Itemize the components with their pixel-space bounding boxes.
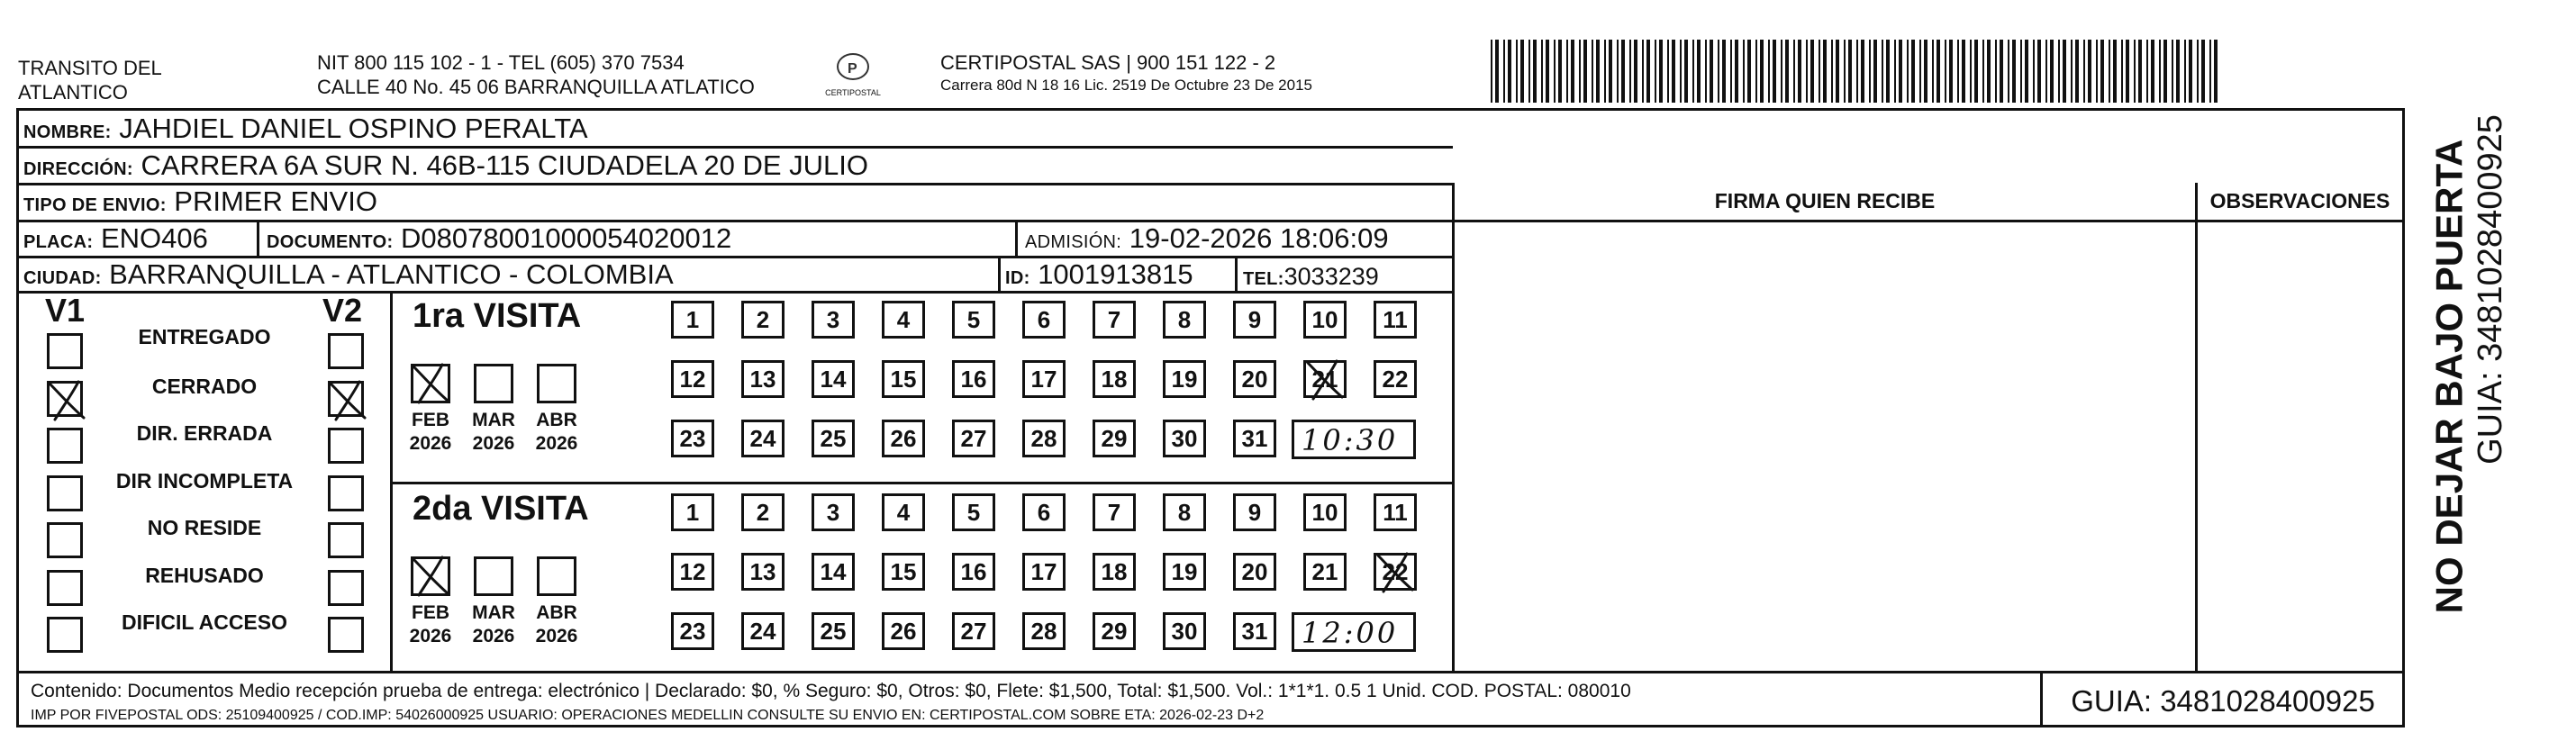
status-label: DIR. ERRADA [136, 421, 273, 445]
month-checkbox[interactable] [474, 556, 513, 596]
courier-info [940, 50, 1312, 96]
barcode-bar [2075, 40, 2079, 103]
ciudad-value: BARRANQUILLA - ATLANTICO - COLOMBIA [109, 258, 674, 290]
nombre-label: NOMBRE: [23, 122, 112, 142]
tel-label: TEL: [1243, 269, 1284, 289]
day-box-2[interactable]: 2 [741, 493, 785, 531]
nombre-field [23, 113, 588, 148]
barcode-bar [1558, 40, 1562, 103]
admision-sep [1015, 220, 1018, 258]
barcode-bar [1899, 40, 1902, 103]
barcode-bar [1672, 40, 1675, 103]
visit-separator [392, 482, 1453, 484]
month-name: FEB [412, 410, 449, 430]
day-box-28[interactable]: 28 [1022, 612, 1066, 650]
barcode-bar [2176, 40, 2180, 103]
day-box-17[interactable]: 17 [1022, 553, 1066, 591]
frame-right [2402, 108, 2405, 727]
day-box-28[interactable]: 28 [1022, 420, 1066, 457]
day-box-27[interactable]: 27 [952, 420, 995, 457]
month-name: MAR [472, 410, 515, 430]
day-box-13[interactable]: 13 [741, 360, 785, 398]
day-box-21[interactable]: 21 [1303, 360, 1347, 398]
courier-license: Carrera 80d N 18 16 Lic. 2519 De Octubre 23 De 2015 [940, 77, 1312, 94]
status-label: NO RESIDE [147, 516, 262, 539]
day-box-6[interactable]: 6 [1022, 301, 1066, 339]
barcode-bar [1609, 40, 1612, 103]
barcode-bar [2134, 40, 2136, 103]
day-box-31[interactable]: 31 [1233, 420, 1276, 457]
barcode-bar [1667, 40, 1669, 103]
barcode-bar [1629, 40, 1631, 103]
barcode-bar [1861, 40, 1864, 103]
barcode-bar [2159, 40, 2161, 103]
hour-handwritten: 12:00 [1302, 616, 1399, 650]
month-label [467, 409, 521, 456]
barcode-bar [1634, 40, 1637, 103]
footer-guia: GUIA: 3481028400925 [2071, 684, 2375, 718]
visit-title: 1ra VISITA [413, 297, 582, 335]
barcode-bar [1659, 40, 1663, 103]
v2-checkbox[interactable] [328, 333, 364, 369]
barcode-bar [1886, 40, 1890, 103]
barcode-bar [1592, 40, 1593, 103]
footer-contenido: Contenido: Documentos Medio recepción prueba de entrega: electrónico | Declarado: $0, % Seguro: $0, Otros: $0, Flete: $1,500, Total: $1,500. Vol.: 1*1*1. 0.5 1 Unid. COD. POSTAL: 080010 [31, 681, 1631, 701]
barcode-bar [1856, 40, 1858, 103]
day-box-11[interactable]: 11 [1374, 493, 1417, 531]
barcode-bar [1894, 40, 1896, 103]
barcode-bar [1491, 40, 1492, 103]
day-box-13[interactable]: 13 [741, 553, 785, 591]
logo-caption: CERTIPOSTAL [825, 88, 881, 97]
barcode-bar [1705, 40, 1707, 103]
barcode-bar [1735, 40, 1738, 103]
direccion-field [23, 150, 868, 185]
day-box-4[interactable]: 4 [882, 493, 925, 531]
barcode-bar [1642, 40, 1644, 103]
v1-checkbox[interactable] [47, 475, 83, 511]
barcode-bar [1718, 40, 1719, 103]
day-box-30[interactable]: 30 [1163, 420, 1206, 457]
sender-name [18, 56, 162, 104]
month-year: 2026 [409, 626, 452, 646]
barcode-bar [2100, 40, 2104, 103]
barcode-bar [2201, 40, 2205, 103]
barcode-bar [1680, 40, 1682, 103]
barcode-bar [1982, 40, 1984, 103]
barcode-bar [1697, 40, 1701, 103]
side-labels [2412, 114, 2509, 644]
month-check-mark [406, 357, 457, 408]
day-box-29[interactable]: 29 [1093, 612, 1136, 650]
v2-checkbox[interactable] [328, 428, 364, 464]
barcode-bar [1798, 40, 1801, 103]
barcode-bar [1571, 40, 1574, 103]
courier-name: CERTIPOSTAL SAS | 900 151 122 - 2 [940, 51, 1276, 74]
day-box-1[interactable]: 1 [671, 493, 714, 531]
barcode-bar [1533, 40, 1537, 103]
barcode-bar [2063, 40, 2066, 103]
month-name: FEB [412, 602, 449, 623]
month-year: 2026 [472, 433, 515, 454]
day-check-mark [1301, 354, 1351, 404]
hour-box[interactable] [1292, 612, 1416, 652]
barcode-bar [1579, 40, 1581, 103]
barcode-bar [2146, 40, 2148, 103]
barcode-bar [2012, 40, 2016, 103]
frame-bottom [16, 725, 2405, 727]
day-box-26[interactable]: 26 [882, 420, 925, 457]
barcode-bar [2045, 40, 2047, 103]
barcode-bar [2109, 40, 2110, 103]
barcode-bar [1546, 40, 1549, 103]
day-box-31[interactable]: 31 [1233, 612, 1276, 650]
day-box-14[interactable]: 14 [812, 360, 855, 398]
barcode-bar [1730, 40, 1732, 103]
day-box-19[interactable]: 19 [1163, 553, 1206, 591]
visit-title: 2da VISITA [413, 490, 589, 528]
firma-header: FIRMA QUIEN RECIBE [1714, 189, 1936, 212]
no-dejar-bajo-puerta: NO DEJAR BAJO PUERTA [2427, 139, 2471, 614]
tipo-envio-label: TIPO DE ENVIO: [23, 195, 167, 215]
day-box-22[interactable]: 22 [1374, 360, 1417, 398]
status-panel-sep [390, 291, 393, 673]
barcode-bar [2209, 40, 2211, 103]
month-label [404, 409, 458, 456]
barcode-bar [1962, 40, 1965, 103]
ciudad-label: CIUDAD: [23, 268, 102, 288]
barcode-bar [1937, 40, 1940, 103]
day-box-27[interactable]: 27 [952, 612, 995, 650]
barcode-bar [2172, 40, 2173, 103]
tipo-envio-value: PRIMER ENVIO [174, 185, 377, 217]
barcode-bar [1528, 40, 1530, 103]
day-box-3[interactable]: 3 [812, 301, 855, 339]
observaciones-header: OBSERVACIONES [2209, 189, 2390, 212]
month-name: ABR [536, 602, 577, 623]
barcode-bar [1596, 40, 1600, 103]
day-box-18[interactable]: 18 [1093, 360, 1136, 398]
documento-label: DOCUMENTO: [267, 232, 394, 252]
barcode-bar [1710, 40, 1713, 103]
barcode-bar [1541, 40, 1543, 103]
day-box-25[interactable]: 25 [812, 420, 855, 457]
id-value: 1001913815 [1038, 258, 1193, 290]
barcode-bar [1974, 40, 1978, 103]
barcode-bar [1836, 40, 1839, 103]
v1-checkbox[interactable] [47, 570, 83, 606]
barcode-bar [2020, 40, 2022, 103]
barcode-bar [2083, 40, 2085, 103]
barcode-bar [1566, 40, 1568, 103]
barcode-bar [1554, 40, 1556, 103]
col-sep-firma [1452, 183, 1455, 673]
barcode-bar [1806, 40, 1808, 103]
barcode-bar [1957, 40, 1959, 103]
month-year: 2026 [535, 433, 578, 454]
barcode-bar [1970, 40, 1972, 103]
barcode-bar [1844, 40, 1846, 103]
day-box-20[interactable]: 20 [1233, 553, 1276, 591]
hour-box[interactable] [1292, 420, 1416, 459]
barcode-bar [1495, 40, 1499, 103]
barcode-bar [1819, 40, 1820, 103]
v1-checkbox[interactable] [47, 617, 83, 653]
barcode-bar [2058, 40, 2060, 103]
barcode-bar [1987, 40, 1991, 103]
tel-sep [1235, 256, 1238, 294]
placa-label: PLACA: [23, 232, 94, 252]
placa-field [23, 223, 208, 258]
barcode-bar [2151, 40, 2154, 103]
hour-handwritten: 10:30 [1302, 423, 1399, 457]
day-box-14[interactable]: 14 [812, 553, 855, 591]
barcode-bar [2037, 40, 2041, 103]
id-label: ID: [1005, 268, 1030, 288]
v2-label: V2 [322, 292, 363, 329]
v1-checkbox[interactable] [47, 428, 83, 464]
barcode-bar [1692, 40, 1694, 103]
barcode-bar [1621, 40, 1625, 103]
svg-text:P: P [848, 61, 857, 77]
day-box-3[interactable]: 3 [812, 493, 855, 531]
status-label: CERRADO [151, 374, 258, 398]
barcode-bar [2071, 40, 2073, 103]
day-box-1[interactable]: 1 [671, 301, 714, 339]
day-box-23[interactable]: 23 [671, 612, 714, 650]
frame-left [16, 108, 19, 727]
day-box-9[interactable]: 9 [1233, 493, 1276, 531]
month-label [530, 409, 584, 456]
barcode-bar [2050, 40, 2054, 103]
barcode-bar [1793, 40, 1795, 103]
day-box-23[interactable]: 23 [671, 420, 714, 457]
documento-field [267, 223, 731, 258]
day-box-10[interactable]: 10 [1303, 301, 1347, 339]
day-box-8[interactable]: 8 [1163, 301, 1206, 339]
month-checkbox[interactable] [411, 364, 450, 403]
barcode-bar [2008, 40, 2009, 103]
day-box-17[interactable]: 17 [1022, 360, 1066, 398]
day-box-20[interactable]: 20 [1233, 360, 1276, 398]
day-box-9[interactable]: 9 [1233, 301, 1276, 339]
documento-value: D08078001000054020012 [401, 222, 732, 254]
day-box-15[interactable]: 15 [882, 360, 925, 398]
barcode-bar [1768, 40, 1770, 103]
day-box-12[interactable]: 12 [671, 360, 714, 398]
v2-check-mark [323, 375, 374, 425]
barcode-bar [1911, 40, 1915, 103]
v1-label: V1 [45, 292, 86, 329]
barcode-bar [1503, 40, 1505, 103]
admision-field [1025, 223, 1389, 258]
barcode-bar [1924, 40, 1927, 103]
day-box-7[interactable]: 7 [1093, 493, 1136, 531]
barcode-bar [2126, 40, 2129, 103]
day-box-8[interactable]: 8 [1163, 493, 1206, 531]
day-box-7[interactable]: 7 [1093, 301, 1136, 339]
month-label [404, 601, 458, 648]
day-box-5[interactable]: 5 [952, 493, 995, 531]
barcode-bar [1520, 40, 1524, 103]
barcode-bar [2197, 40, 2199, 103]
barcode-bar [1882, 40, 1883, 103]
nombre-value: JAHDIEL DANIEL OSPINO PERALTA [119, 113, 588, 144]
frame-middle-bottom [16, 671, 2405, 673]
id-sep [998, 256, 1001, 294]
admision-label: ADMISIÓN: [1025, 232, 1122, 252]
day-box-4[interactable]: 4 [882, 301, 925, 339]
v2-checkbox[interactable] [328, 570, 364, 606]
barcode-bar [1773, 40, 1776, 103]
sender-name-line1: TRANSITO DEL [18, 57, 162, 79]
month-checkbox[interactable] [537, 364, 576, 403]
day-box-29[interactable]: 29 [1093, 420, 1136, 457]
v1-checkbox[interactable] [47, 333, 83, 369]
v2-checkbox[interactable] [328, 381, 364, 417]
day-box-26[interactable]: 26 [882, 612, 925, 650]
admision-value: 19-02-2026 18:06:09 [1129, 222, 1389, 254]
barcode-bar [1932, 40, 1934, 103]
barcode-bar [1848, 40, 1852, 103]
frame-top [16, 108, 2405, 111]
sender-name-line2: ATLANTICO [18, 81, 128, 104]
barcode-bar [1995, 40, 1997, 103]
certipostal-logo [821, 50, 884, 104]
barcode-bar [1583, 40, 1587, 103]
month-year: 2026 [535, 626, 578, 646]
day-box-6[interactable]: 6 [1022, 493, 1066, 531]
barcode-bar [1785, 40, 1789, 103]
barcode-bar [2000, 40, 2003, 103]
v2-checkbox[interactable] [328, 475, 364, 511]
barcode-bar [1831, 40, 1833, 103]
month-label [530, 601, 584, 648]
barcode-bar [1810, 40, 1814, 103]
barcode-bar [1743, 40, 1745, 103]
barcode-bar [1945, 40, 1946, 103]
v1-checkbox[interactable] [47, 381, 83, 417]
day-box-25[interactable]: 25 [812, 612, 855, 650]
barcode-bar [1655, 40, 1656, 103]
ciudad-field [23, 259, 674, 294]
id-field [1005, 259, 1193, 294]
status-label: REHUSADO [145, 563, 264, 587]
barcode-bar [1684, 40, 1688, 103]
day-box-15[interactable]: 15 [882, 553, 925, 591]
barcode-bar [2025, 40, 2028, 103]
side-guia: GUIA: 3481028400925 [2472, 114, 2509, 465]
barcode-bar [1949, 40, 1953, 103]
barcode-bar [2189, 40, 2192, 103]
barcode-bar [1604, 40, 1606, 103]
tel-value: 3033239 [1283, 263, 1379, 290]
month-label [467, 601, 521, 648]
barcode-bar [2214, 40, 2218, 103]
status-label: ENTREGADO [138, 325, 271, 348]
day-box-24[interactable]: 24 [741, 420, 785, 457]
barcode-bar [2121, 40, 2123, 103]
placa-sep [257, 220, 259, 258]
v2-checkbox[interactable] [328, 617, 364, 653]
barcode-bar [1873, 40, 1877, 103]
day-box-22[interactable]: 22 [1374, 553, 1417, 591]
day-box-24[interactable]: 24 [741, 612, 785, 650]
col-sep-observaciones [2195, 183, 2198, 673]
status-label: DIFICIL ACCESO [121, 610, 287, 634]
day-box-5[interactable]: 5 [952, 301, 995, 339]
day-box-30[interactable]: 30 [1163, 612, 1206, 650]
month-year: 2026 [409, 433, 452, 454]
barcode-bar [1823, 40, 1827, 103]
month-checkbox[interactable] [411, 556, 450, 596]
barcode-bar [1907, 40, 1909, 103]
tipo-envio-field [23, 186, 377, 221]
barcode-bar [1760, 40, 1764, 103]
sender-info [317, 50, 755, 99]
direccion-value: CARRERA 6A SUR N. 46B-115 CIUDADELA 20 DE JULIO [141, 149, 868, 181]
day-box-11[interactable]: 11 [1374, 301, 1417, 339]
day-box-21[interactable]: 21 [1303, 553, 1347, 591]
barcode [1491, 40, 2222, 103]
footer-imp: IMP POR FIVEPOSTAL ODS: 25109400925 / COD.IMP: 54026000925 USUARIO: OPERACIONES MEDELLIN CONSULTE SU ENVIO EN: CERTIPOSTAL.COM SOBRE ETA: 2026-02-23 D+2 [31, 708, 1265, 723]
day-box-12[interactable]: 12 [671, 553, 714, 591]
day-box-18[interactable]: 18 [1093, 553, 1136, 591]
barcode-bar [2033, 40, 2035, 103]
sender-address: CALLE 40 No. 45 06 BARRANQUILLA ATLATICO [317, 76, 755, 98]
day-box-19[interactable]: 19 [1163, 360, 1206, 398]
tel-field [1243, 261, 1379, 294]
barcode-bar [1646, 40, 1650, 103]
v2-checkbox[interactable] [328, 522, 364, 558]
month-name: MAR [472, 602, 515, 623]
day-box-2[interactable]: 2 [741, 301, 785, 339]
placa-value: ENO406 [100, 222, 208, 254]
sender-nit: NIT 800 115 102 - 1 - TEL (605) 370 7534 [317, 51, 685, 74]
barcode-bar [2113, 40, 2117, 103]
barcode-bar [1516, 40, 1518, 103]
day-check-mark [1371, 547, 1421, 597]
barcode-bar [1919, 40, 1921, 103]
month-checkbox[interactable] [537, 556, 576, 596]
barcode-bar [1617, 40, 1619, 103]
barcode-bar [1722, 40, 1726, 103]
barcode-bar [1508, 40, 1511, 103]
status-label: DIR INCOMPLETA [115, 468, 294, 492]
direccion-label: DIRECCIÓN: [23, 159, 133, 179]
month-checkbox[interactable] [474, 364, 513, 403]
day-box-16[interactable]: 16 [952, 553, 995, 591]
day-box-10[interactable]: 10 [1303, 493, 1347, 531]
barcode-bar [1747, 40, 1751, 103]
barcode-bar [2088, 40, 2091, 103]
barcode-bar [2163, 40, 2167, 103]
day-box-16[interactable]: 16 [952, 360, 995, 398]
month-name: ABR [536, 410, 577, 430]
barcode-bar [2138, 40, 2142, 103]
month-year: 2026 [472, 626, 515, 646]
v1-checkbox[interactable] [47, 522, 83, 558]
barcode-bar [2184, 40, 2186, 103]
barcode-bar [1781, 40, 1782, 103]
barcode-bar [1755, 40, 1757, 103]
barcode-bar [2096, 40, 2098, 103]
barcode-bar [1869, 40, 1871, 103]
month-check-mark [406, 550, 457, 601]
